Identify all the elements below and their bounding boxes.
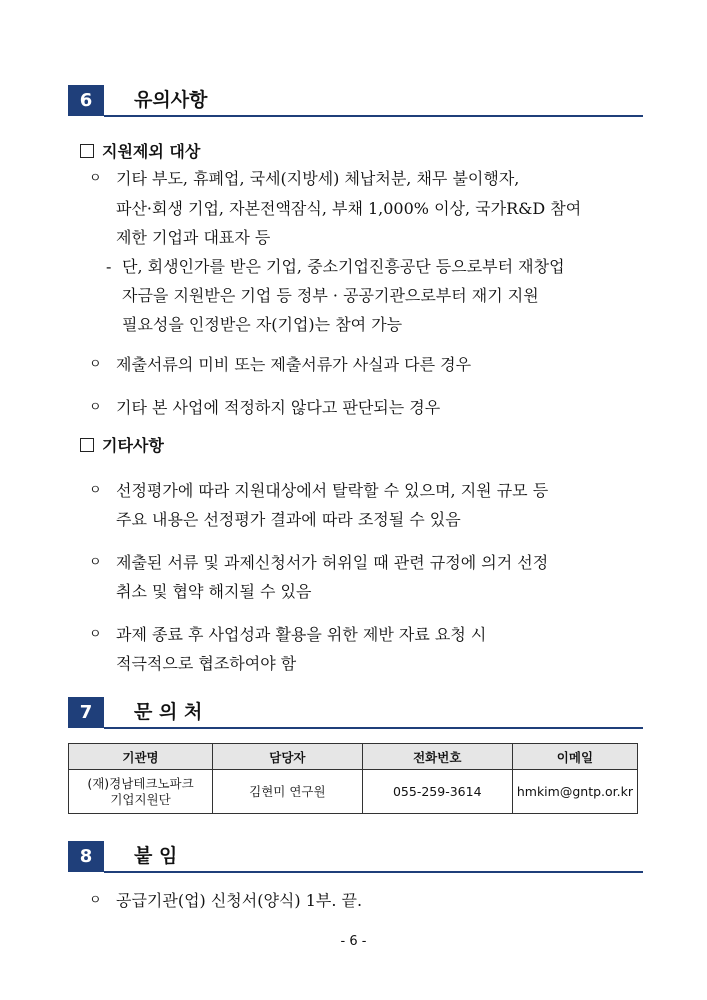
bullet-icon: ㅇ <box>89 627 102 642</box>
note-line: 필요성을 인정받은 자(기업)는 참여 가능 <box>122 315 403 334</box>
organization-name: (재)경남테크노파크 기업지원단 <box>87 775 194 807</box>
section-number: 6 <box>68 85 104 116</box>
list-item-line: 기타 부도, 휴폐업, 국세(지방세) 체납처분, 채무 불이행자, <box>116 169 520 188</box>
checkbox-square-icon <box>80 144 94 158</box>
table-cell: 김현미 연구원 <box>213 770 363 814</box>
column-header: 전화번호 <box>362 744 512 770</box>
list-item-line: 기타 본 사업에 적정하지 않다고 판단되는 경우 <box>116 398 441 417</box>
subsection-heading-other: 기타사항 <box>80 435 164 457</box>
dash-icon: - <box>106 257 112 276</box>
bullet-icon: ㅇ <box>89 483 102 498</box>
table-cell-email: hmkim@gntp.or.kr <box>512 770 637 814</box>
column-header: 이메일 <box>512 744 637 770</box>
section-rule <box>104 727 643 729</box>
column-header: 담당자 <box>213 744 363 770</box>
section-8-header <box>68 841 643 873</box>
list-item-line: 공급기관(업) 신청서(양식) 1부. 끝. <box>116 891 363 910</box>
page-number: - 6 - <box>340 934 367 949</box>
list-item-line: 주요 내용은 선정평가 결과에 따라 조정될 수 있음 <box>116 510 461 529</box>
bullet-icon: ㅇ <box>89 893 102 908</box>
section-number: 7 <box>68 697 104 728</box>
bullet-icon: ㅇ <box>89 357 102 372</box>
list-item-line: 적극적으로 협조하여야 함 <box>116 654 297 673</box>
section-rule <box>104 871 643 873</box>
section-7-header <box>68 697 643 729</box>
bullet-icon: ㅇ <box>89 400 102 415</box>
table-row <box>69 770 638 814</box>
table-cell: 055-259-3614 <box>362 770 512 814</box>
list-item-line: 선정평가에 따라 지원대상에서 탈락할 수 있으며, 지원 규모 등 <box>116 481 549 500</box>
section-6-header <box>68 85 643 117</box>
checkbox-square-icon <box>80 438 94 452</box>
section-title: 문 의 처 <box>134 701 203 723</box>
section-title: 유의사항 <box>134 89 208 111</box>
subsection-heading-exclusion: 지원제외 대상 <box>80 141 200 163</box>
list-item-line: 파산·회생 기업, 자본전액잠식, 부채 1,000% 이상, 국가R&D 참여 <box>116 199 582 218</box>
column-header: 기관명 <box>69 744 213 770</box>
table-header-row <box>69 744 638 770</box>
list-item-line: 제한 기업과 대표자 등 <box>116 228 271 247</box>
list-item-line: 제출된 서류 및 과제신청서가 허위일 때 관련 규정에 의거 선정 <box>116 553 549 572</box>
list-item-line: 과제 종료 후 사업성과 활용을 위한 제반 자료 요청 시 <box>116 625 487 644</box>
note-line: 단, 회생인가를 받은 기업, 중소기업진흥공단 등으로부터 재창업 <box>122 257 565 276</box>
section-number: 8 <box>68 841 104 872</box>
bullet-icon: ㅇ <box>89 171 102 186</box>
list-item-line: 취소 및 협약 해지될 수 있음 <box>116 582 312 601</box>
list-item-line: 제출서류의 미비 또는 제출서류가 사실과 다른 경우 <box>116 355 472 374</box>
contact-table <box>68 743 638 814</box>
bullet-icon: ㅇ <box>89 555 102 570</box>
section-title: 붙 임 <box>134 845 178 867</box>
table-cell-organization <box>69 770 213 814</box>
section-rule <box>104 115 643 117</box>
note-line: 자금을 지원받은 기업 등 정부 · 공공기관으로부터 재기 지원 <box>122 286 539 305</box>
